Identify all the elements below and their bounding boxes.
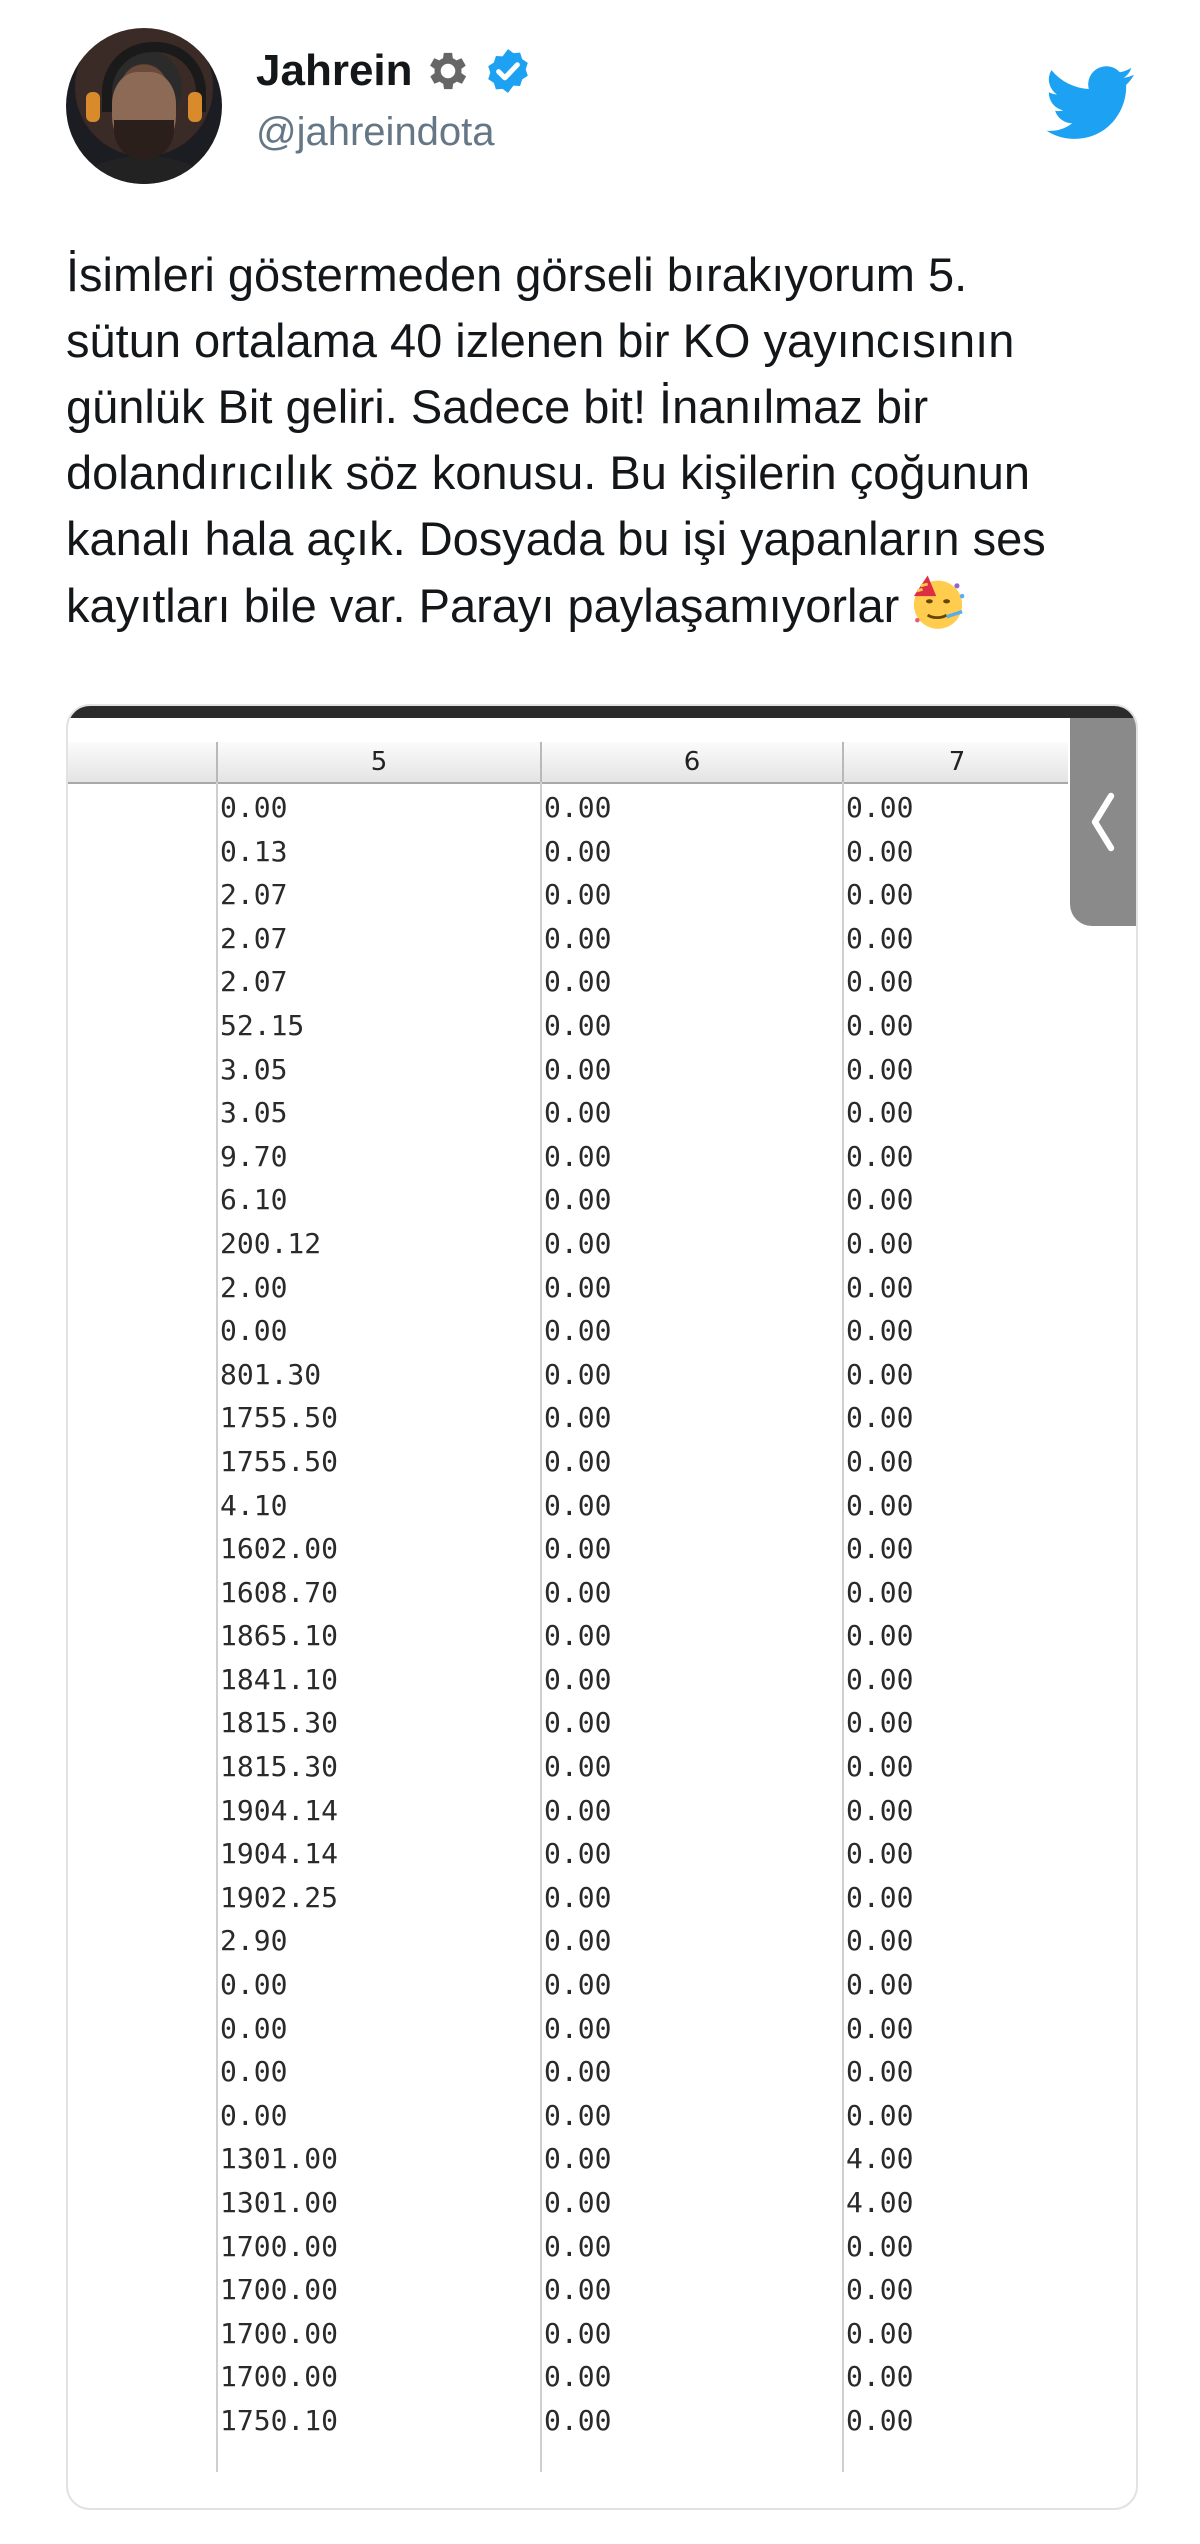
- author-name[interactable]: Jahrein: [256, 46, 413, 95]
- table-cell[interactable]: 0.00: [846, 1314, 914, 1348]
- table-cell[interactable]: 1301.00: [220, 2186, 339, 2219]
- table-row: [68, 2137, 1068, 2181]
- table-cell[interactable]: 0.00: [846, 1750, 914, 1784]
- table-cell[interactable]: 4.00: [846, 2186, 914, 2219]
- table-cell[interactable]: 0.00: [846, 1008, 914, 1042]
- author-handle[interactable]: @jahreindota: [256, 110, 495, 154]
- table-row: [68, 1745, 1068, 1789]
- table-cell[interactable]: 0.00: [846, 1444, 914, 1478]
- table-row: [68, 960, 1068, 1004]
- table-cell[interactable]: 0.00: [544, 1706, 612, 1740]
- table-cell[interactable]: 0.00: [846, 2011, 914, 2045]
- table-cell[interactable]: 2.00: [220, 1270, 288, 1304]
- table-cell[interactable]: 0.00: [544, 1357, 612, 1391]
- table-row: [68, 1440, 1068, 1484]
- table-cell[interactable]: 0.00: [544, 1444, 612, 1478]
- table-cell[interactable]: 0.00: [846, 1968, 914, 2002]
- table-row: [68, 1484, 1068, 1528]
- table-row: [68, 1004, 1068, 1048]
- table-cell[interactable]: 0.00: [846, 1488, 914, 1522]
- table-cell[interactable]: 1755.50: [220, 1444, 339, 1478]
- table-cell[interactable]: 4.00: [846, 2142, 914, 2176]
- table-cell[interactable]: 0.00: [544, 1488, 612, 1522]
- table-cell[interactable]: 0.00: [544, 1139, 612, 1173]
- table-cell[interactable]: 0.00: [846, 1575, 914, 1609]
- table-cell[interactable]: 2.07: [220, 878, 288, 912]
- twitter-bird-icon[interactable]: [1046, 66, 1136, 140]
- table-row: [68, 2007, 1068, 2051]
- table-row: [68, 2050, 1068, 2094]
- table-cell[interactable]: 0.00: [846, 2273, 914, 2307]
- table-row: [68, 2181, 1068, 2225]
- table-cell[interactable]: 0.00: [220, 1314, 288, 1348]
- tweet-text-line-last: kayıtları bile var. Parayı paylaşamıyorlar: [66, 579, 900, 632]
- table-row: [68, 1876, 1068, 1920]
- column-header[interactable]: 7: [842, 742, 1070, 782]
- table-row: [68, 1396, 1068, 1440]
- table-cell[interactable]: 0.00: [544, 2229, 612, 2263]
- window-top-bar: [68, 706, 1136, 718]
- table-cell[interactable]: 0.00: [846, 791, 914, 824]
- table-cell[interactable]: 0.00: [544, 2098, 612, 2132]
- table-cell[interactable]: 0.00: [544, 2142, 612, 2176]
- table-cell[interactable]: 0.00: [544, 2186, 612, 2219]
- tweet-text-line: dolandırıcılık söz konusu. Bu kişilerin çoğunun: [66, 446, 1031, 499]
- table-row: [68, 1571, 1068, 1615]
- table-cell[interactable]: 0.00: [846, 834, 914, 868]
- table-cell[interactable]: 0.00: [544, 1052, 612, 1086]
- table-cell[interactable]: 0.00: [846, 1880, 914, 1914]
- table-cell[interactable]: 0.00: [544, 878, 612, 912]
- table-row: [68, 1135, 1068, 1179]
- table-cell[interactable]: 0.00: [544, 1270, 612, 1304]
- table-cell[interactable]: 1902.25: [220, 1880, 339, 1914]
- table-row: [68, 1832, 1068, 1876]
- table-cell[interactable]: 0.00: [846, 1096, 914, 1130]
- tweet-text-line: [66, 572, 1146, 639]
- table-cell[interactable]: 0.00: [544, 2316, 612, 2350]
- table-cell[interactable]: 0.00: [846, 2360, 914, 2394]
- table-cell[interactable]: 200.12: [220, 1226, 322, 1260]
- table-cell[interactable]: 1904.14: [220, 1793, 339, 1827]
- table-cell[interactable]: 1750.10: [220, 2403, 339, 2437]
- table-cell[interactable]: 3.05: [220, 1052, 288, 1086]
- table-cell[interactable]: 1904.14: [220, 1837, 339, 1871]
- table-cell[interactable]: 0.00: [544, 2273, 612, 2307]
- table-cell[interactable]: 0.00: [220, 1968, 288, 2002]
- table-cell[interactable]: 0.00: [846, 1793, 914, 1827]
- table-row: [68, 1614, 1068, 1658]
- table-cell[interactable]: 0.00: [544, 2055, 612, 2089]
- table-row: [68, 1658, 1068, 1702]
- table-row: [68, 2312, 1068, 2356]
- table-cell[interactable]: 0.00: [846, 1837, 914, 1871]
- table-cell[interactable]: 1815.30: [220, 1706, 339, 1740]
- table-cell[interactable]: 1755.50: [220, 1401, 339, 1435]
- table-cell[interactable]: 1700.00: [220, 2360, 339, 2394]
- table-cell[interactable]: 0.00: [544, 1183, 612, 1217]
- table-row: [68, 1309, 1068, 1353]
- table-cell[interactable]: 0.00: [846, 1183, 914, 1217]
- table-cell[interactable]: 0.00: [544, 1880, 612, 1914]
- table-cell[interactable]: 2.07: [220, 921, 288, 955]
- table-cell[interactable]: 0.00: [220, 791, 288, 824]
- table-cell[interactable]: 52.15: [220, 1008, 305, 1042]
- table-cell[interactable]: 0.00: [846, 1052, 914, 1086]
- table-cell[interactable]: 0.13: [220, 834, 288, 868]
- table-cell[interactable]: 0.00: [220, 2098, 288, 2132]
- table-cell[interactable]: 0.00: [846, 1619, 914, 1653]
- table-cell[interactable]: 0.00: [846, 2403, 914, 2437]
- table-row: [68, 830, 1068, 874]
- table-row: [68, 1919, 1068, 1963]
- table-cell[interactable]: 0.00: [544, 1968, 612, 2002]
- table-cell[interactable]: 0.00: [846, 1139, 914, 1173]
- table-cell[interactable]: 0.00: [544, 2403, 612, 2437]
- table-row: [68, 2225, 1068, 2269]
- table-cell[interactable]: 0.00: [544, 791, 612, 824]
- table-cell[interactable]: 0.00: [544, 921, 612, 955]
- table-cell[interactable]: 0.00: [846, 2055, 914, 2089]
- tweet-text: [66, 242, 1146, 639]
- column-header[interactable]: 5: [216, 742, 540, 782]
- table-row: [68, 1266, 1068, 1310]
- table-cell[interactable]: 0.00: [220, 2011, 288, 2045]
- table-cell[interactable]: 6.10: [220, 1183, 288, 1217]
- table-row: [68, 1353, 1068, 1397]
- tweet-text-line: kanalı hala açık. Dosyada bu işi yapanların ses: [66, 512, 1046, 565]
- table-row: [68, 2268, 1068, 2312]
- table-cell[interactable]: 0.00: [846, 878, 914, 912]
- table-cell[interactable]: 0.00: [544, 1837, 612, 1871]
- table-row: [68, 917, 1068, 961]
- author-name-row: [256, 46, 533, 96]
- table-cell[interactable]: 2.90: [220, 1924, 288, 1958]
- table-cell[interactable]: 0.00: [846, 1401, 914, 1435]
- tweet-media-image[interactable]: [66, 704, 1138, 2510]
- table-row: [68, 1527, 1068, 1571]
- table-cell[interactable]: 0.00: [544, 834, 612, 868]
- table-row: [68, 2094, 1068, 2138]
- table-cell[interactable]: 0.00: [544, 1750, 612, 1784]
- table-cell[interactable]: 1815.30: [220, 1750, 339, 1784]
- table-cell[interactable]: 0.00: [544, 2360, 612, 2394]
- table-cell[interactable]: 4.10: [220, 1488, 288, 1522]
- table-cell[interactable]: 1700.00: [220, 2273, 339, 2307]
- table-cell[interactable]: 9.70: [220, 1139, 288, 1173]
- table-cell[interactable]: 0.00: [846, 2098, 914, 2132]
- table-cell[interactable]: 0.00: [544, 1314, 612, 1348]
- column-header[interactable]: 6: [540, 742, 842, 782]
- table-row: [68, 2399, 1068, 2443]
- table-cell[interactable]: 0.00: [846, 1924, 914, 1958]
- table-cell[interactable]: 3.05: [220, 1096, 288, 1130]
- table-cell[interactable]: 0.00: [544, 1924, 612, 1958]
- table-cell[interactable]: 1700.00: [220, 2316, 339, 2350]
- table-cell[interactable]: 0.00: [846, 1226, 914, 1260]
- table-cell[interactable]: 0.00: [846, 1662, 914, 1696]
- table-cell[interactable]: 0.00: [846, 965, 914, 999]
- table-cell[interactable]: 0.00: [846, 2316, 914, 2350]
- table-cell[interactable]: 0.00: [544, 1575, 612, 1609]
- verified-icon: [483, 46, 533, 96]
- table-cell[interactable]: 1865.10: [220, 1619, 339, 1653]
- table-cell[interactable]: 0.00: [846, 1357, 914, 1391]
- table-cell[interactable]: 0.00: [544, 1662, 612, 1696]
- spreadsheet-header: [68, 742, 1068, 784]
- tweet-text-line: sütun ortalama 40 izlenen bir KO yayıncısının: [66, 314, 1015, 367]
- table-row: [68, 1178, 1068, 1222]
- table-row: [68, 1091, 1068, 1135]
- table-cell[interactable]: 1602.00: [220, 1532, 339, 1566]
- table-row: [68, 1222, 1068, 1266]
- table-cell[interactable]: 0.00: [544, 1226, 612, 1260]
- author-avatar[interactable]: [66, 28, 222, 184]
- table-cell[interactable]: 0.00: [544, 1401, 612, 1435]
- table-cell[interactable]: 0.00: [544, 1532, 612, 1566]
- table-cell[interactable]: 0.00: [220, 2055, 288, 2089]
- table-cell[interactable]: 0.00: [846, 1532, 914, 1566]
- chevron-left-icon: [1089, 792, 1117, 852]
- table-row: [68, 1789, 1068, 1833]
- table-cell[interactable]: 0.00: [544, 2011, 612, 2045]
- table-cell[interactable]: 0.00: [544, 1793, 612, 1827]
- table-cell[interactable]: 1301.00: [220, 2142, 339, 2176]
- table-cell[interactable]: 0.00: [846, 1270, 914, 1304]
- table-row: [68, 873, 1068, 917]
- table-cell[interactable]: 0.00: [544, 1619, 612, 1653]
- table-cell[interactable]: 0.00: [846, 1706, 914, 1740]
- spreadsheet-rows: [68, 786, 1068, 2443]
- table-cell[interactable]: 1841.10: [220, 1662, 339, 1696]
- table-row: [68, 2355, 1068, 2399]
- gear-icon: [423, 46, 473, 96]
- table-cell[interactable]: 0.00: [544, 1096, 612, 1130]
- tweet-text-line: günlük Bit geliri. Sadece bit! İnanılmaz bir: [66, 380, 929, 433]
- table-cell[interactable]: 1608.70: [220, 1575, 339, 1609]
- table-cell[interactable]: 0.00: [544, 965, 612, 999]
- table-cell[interactable]: 801.30: [220, 1357, 322, 1391]
- table-cell[interactable]: 0.00: [544, 1008, 612, 1042]
- partying-face-emoji-icon: [907, 572, 969, 634]
- table-cell[interactable]: 0.00: [846, 2229, 914, 2263]
- tweet-text-line: İsimleri göstermeden görseli bırakıyorum 5.: [66, 248, 968, 301]
- table-row: [68, 786, 1068, 830]
- table-row: [68, 1963, 1068, 2007]
- table-row: [68, 1048, 1068, 1092]
- table-cell[interactable]: 2.07: [220, 965, 288, 999]
- table-row: [68, 1701, 1068, 1745]
- collapse-panel-tab[interactable]: [1070, 718, 1136, 926]
- table-cell[interactable]: 1700.00: [220, 2229, 339, 2263]
- table-cell[interactable]: 0.00: [846, 921, 914, 955]
